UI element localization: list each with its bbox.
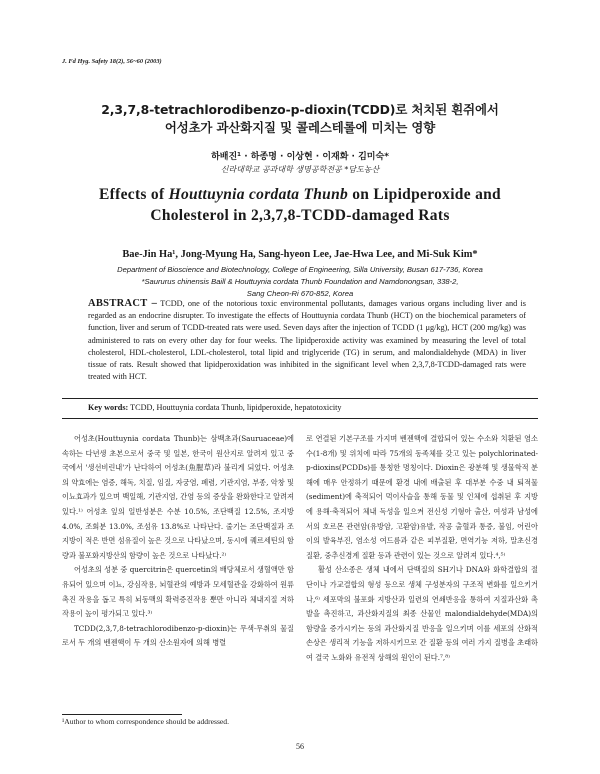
body-paragraph: 어성초(Houttuynia cordata Thunb)는 삼백초과(Sauruaceae)에 속하는 다년생 초본으로서 중국 및 일본, 한국이 원산지로 알려져 있고 중국에서 '생선비린내'가 난다하여 어성초(魚腥草)라 불리게 되었다. 어성초의 약효에는 염증, 해독, 치질, 임질, 자궁염, 폐렴, 기관지염, 부종, 악창 및 이뇨효과가 있으며 백일해, 기관지염, 간염 등의 증상을 완화한다고 알려져 있다.¹⁾ 어성초 잎의 일반성분은 수분 10.5%, 조단백질 12.5%, 조지방 4.0%, 조회분 13.0%, 조섬유 13.8%로 나타난다. 줄기는 조단백질과 조지방이 적은 반면 섬유질이 높은 것으로 나타났으며, 동시에 퀘르세틴의 함량과 불포화지방산의 함량이 높은 것으로 나타났다.²⁾ — [62, 434, 294, 560]
korean-authors: 하배진¹ · 하종명 · 이상현 · 이재화 · 김미숙* — [211, 152, 389, 162]
korean-title-line-1: 2,3,7,8-tetrachlorodibenzo-p-dioxin(TCDD)로 처치된 흰쥐에서 — [101, 102, 499, 117]
english-title-pre: Effects of — [99, 186, 169, 203]
journal-header: J. Fd Hyg. Safety 18(2), 56~60 (2003) — [62, 58, 162, 65]
english-title-line-2: Cholesterol in 2,3,7,8-TCDD-damaged Rats — [150, 207, 450, 224]
footnote: ¹Author to whom correspondence should be addressed. — [62, 717, 229, 726]
keywords-text: TCDD, Houttuynia cordata Thunb, lipidperoxide, hepatotoxicity — [130, 403, 342, 412]
english-affiliation-line-1: Department of Bioscience and Biotechnology, College of Engineering, Silla University, Busan 617-736, Korea — [117, 265, 483, 274]
body-column-right — [306, 432, 538, 666]
korean-title-line-2: 어성초가 과산화지질 및 콜레스테롤에 미치는 영향 — [164, 120, 436, 135]
keywords-bottom-rule — [62, 418, 538, 419]
page-number: 56 — [296, 742, 304, 751]
footnote-rule — [62, 714, 182, 715]
abstract — [88, 298, 526, 383]
english-title-post: on Lipidperoxide and — [348, 186, 501, 203]
body-paragraph: 활성 산소종은 생체 내에서 단백질의 SH기나 DNA와 화학결합의 절단이나 가교결합의 형성 등으로 생체 구성분자의 구조적 변화를 일으키거나,⁶⁾ 세포막의 불포화 지방산과 일련의 연쇄반응을 통하여 지질과산화 촉발을 촉진하고, 과산화지질의 최종 산물인 malondialdehyde(MDA)의 함량을 증가시키는 등의 과산화지질 반응을 일으키며 이를 세포의 산화적 손상은 생리적 기능을 저하시키므로 간 질환 등의 여러 가지 질병을 초래하여 결국 노화와 유전적 상해의 원인이 된다.⁷,⁸⁾ — [306, 565, 538, 662]
korean-affiliation: 신라대학교 공과대학 생명공학전공 *담도농산 — [220, 165, 380, 174]
body-column-left — [62, 432, 294, 651]
english-affiliation-line-2: *Saururus chinensis Baill & Houttuynia cordata Thunb Foundation and Namdonongsan, 338-2, — [141, 277, 459, 286]
english-authors: Bae-Jin Ha¹, Jong-Myung Ha, Sang-hyeon Lee, Jae-Hwa Lee, and Mi-Suk Kim* — [122, 249, 478, 260]
english-title-line-1 — [0, 186, 600, 204]
english-title-species: Houttuynia cordata Thunb — [168, 186, 349, 203]
abstract-label: ABSTRACT – — [88, 298, 158, 309]
abstract-text: TCDD, one of the notorious toxic environmental pollutants, damages various organs including liver and is regarded as an endocrine disrupter. To investigate the effects of Houttuynia cordata Thunb (HCT) on the biochemical parameters of function, liver and serum of TCDD-treated rats were used. Seven days after the injection of TCDD (1 μg/kg), HCT (200 mg/kg) was administered to rats on every other day for four weeks. The lipidperoxide activity was examined by measuring the level of total cholesterol, HDL-cholesterol, LDL-cholesterol, total lipid and triglyceride (TG) in serum, and malondialdehyde (MDA) in liver tissue of rats. Result showed that lipidperoxidation was inhibited in the significant level when 2,3,7,8-TCDD-damaged rats were treated with HCT. — [88, 299, 526, 382]
body-paragraph: TCDD(2,3,7,8-tetrachlorodibenzo-p-dioxin)는 무색·무취의 물질로서 두 개의 벤젠핵이 두 개의 산소원자에 의해 병렬 — [62, 623, 294, 648]
english-affiliation-line-3: Sang Cheon-Ri 670-852, Korea — [246, 289, 354, 298]
keywords — [88, 403, 341, 412]
keywords-label: Key words: — [88, 403, 129, 412]
body-paragraph: 어성초의 성분 중 quercitrin은 quercetin의 배당체로서 생혈액만 함유되어 있으며 이뇨, 강심작용, 뇌혈관의 예방과 모세혈관을 강화하여 원류촉진 작용을 돕고 특히 뇌동맥의 확력증진작용 뿐만 아니라 체내지질 저하 작용이 높이 평가되고 있다.³⁾ — [62, 565, 294, 619]
body-paragraph: 로 연결된 기본구조를 가지며 벤젠핵에 결합되어 있는 수소와 치환된 염소수(1-8개) 및 위치에 따라 75개의 동족체를 갖고 있는 polychlorinated-p-dioxins(PCDDs)를 통칭한 명칭이다. Dioxin은 광분해 및 생물학적 분해에 매우 안정하기 때문에 환경 내에 배출된 후 대부분 수중 내 퇴적물(sediment)에 축적되어 먹이사슬을 통해 동물 및 인체에 섭취된 후 지방에 용해·축적되어 체내 독성을 일으켜 전신성 기형아 출산, 여성과 남성에서의 호르몬 관련암(유방암, 고환암)유발, 작공 출혈과 통증, 불임, 어린아이의 발육부진, 염소성 여드름과 같은 피부질환, 면역기능 저하, 말초신경질환, 중추신경계 질환 등과 관련이 있는 것으로 알려져 있다.⁴,⁵⁾ — [306, 434, 538, 560]
keywords-top-rule — [62, 398, 538, 399]
